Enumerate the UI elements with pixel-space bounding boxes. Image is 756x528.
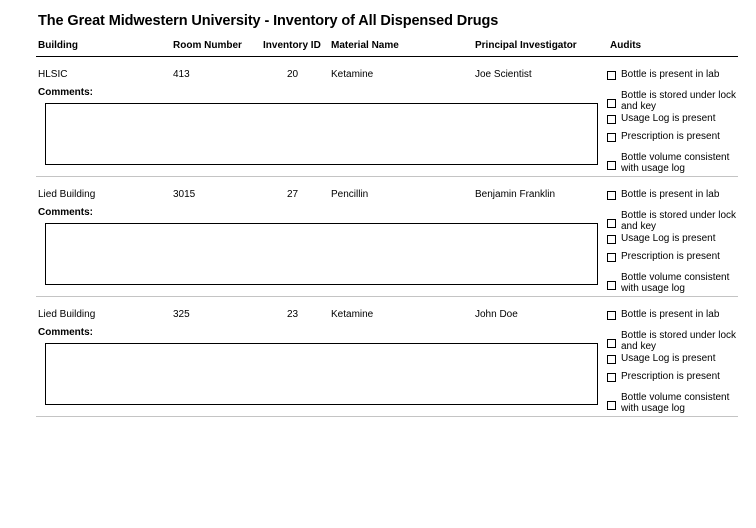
building-value: Lied Building xyxy=(38,309,96,320)
comments-label: Comments: xyxy=(38,87,94,98)
column-header-material-name: Material Name xyxy=(331,40,399,51)
audit-checkbox[interactable] xyxy=(607,115,616,124)
audit-item xyxy=(607,330,739,352)
audit-label: Bottle is present in lab xyxy=(621,309,720,320)
audit-label: Bottle is stored under lock and key xyxy=(621,210,737,232)
comments-field[interactable] xyxy=(45,223,598,285)
audit-label: Prescription is present xyxy=(621,131,720,142)
audit-item xyxy=(607,353,739,364)
audit-label: Usage Log is present xyxy=(621,233,716,244)
column-header-inventory-id: Inventory ID xyxy=(263,40,321,51)
audit-label: Bottle is stored under lock and key xyxy=(621,330,737,352)
audit-item xyxy=(607,131,739,142)
audit-label: Bottle is present in lab xyxy=(621,189,720,200)
audit-checkbox[interactable] xyxy=(607,401,616,410)
audit-checkbox[interactable] xyxy=(607,281,616,290)
principal-investigator-value: John Doe xyxy=(475,309,518,320)
audit-checkbox[interactable] xyxy=(607,99,616,108)
inventory-id-value: 20 xyxy=(287,69,299,80)
audit-item xyxy=(607,233,739,244)
column-header-audits: Audits xyxy=(610,40,642,51)
comments-label: Comments: xyxy=(38,327,94,338)
material-name-value: Ketamine xyxy=(331,69,374,80)
inventory-id-value: 23 xyxy=(287,309,299,320)
record-divider xyxy=(36,416,738,417)
inventory-record xyxy=(36,177,738,297)
audit-item xyxy=(607,152,739,174)
building-value: Lied Building xyxy=(38,189,96,200)
inventory-id-value: 27 xyxy=(287,189,299,200)
audit-checkbox[interactable] xyxy=(607,235,616,244)
room-number-value: 3015 xyxy=(173,189,196,200)
audit-label: Usage Log is present xyxy=(621,113,716,124)
principal-investigator-value: Joe Scientist xyxy=(475,69,532,80)
inventory-record xyxy=(36,297,738,417)
column-header-building: Building xyxy=(38,40,78,51)
audit-label: Prescription is present xyxy=(621,371,720,382)
column-header-principal-investigator: Principal Investigator xyxy=(475,40,577,51)
audit-label: Bottle is present in lab xyxy=(621,69,720,80)
audit-label: Prescription is present xyxy=(621,251,720,262)
audit-checkbox[interactable] xyxy=(607,373,616,382)
comments-field[interactable] xyxy=(45,343,598,405)
audit-checkbox[interactable] xyxy=(607,71,616,80)
comments-field[interactable] xyxy=(45,103,598,165)
audit-label: Bottle is stored under lock and key xyxy=(621,90,737,112)
audit-checkbox[interactable] xyxy=(607,191,616,200)
audit-item xyxy=(607,251,739,262)
audit-checkbox[interactable] xyxy=(607,311,616,320)
audit-item xyxy=(607,189,739,200)
audit-label: Bottle volume consistent with usage log xyxy=(621,152,730,174)
page-title: The Great Midwestern University - Inventory of All Dispensed Drugs xyxy=(38,13,499,29)
material-name-value: Ketamine xyxy=(331,309,374,320)
room-number-value: 325 xyxy=(173,309,190,320)
material-name-value: Pencillin xyxy=(331,189,369,200)
audit-checkbox[interactable] xyxy=(607,339,616,348)
audit-label: Bottle volume consistent with usage log xyxy=(621,272,730,294)
audit-checkbox[interactable] xyxy=(607,161,616,170)
room-number-value: 413 xyxy=(173,69,190,80)
audit-item xyxy=(607,272,739,294)
audit-item xyxy=(607,371,739,382)
audit-checkbox[interactable] xyxy=(607,253,616,262)
audit-item xyxy=(607,210,739,232)
audit-item xyxy=(607,309,739,320)
audit-checkbox[interactable] xyxy=(607,355,616,364)
audit-item xyxy=(607,90,739,112)
audit-item xyxy=(607,392,739,414)
audit-checkbox[interactable] xyxy=(607,219,616,228)
comments-label: Comments: xyxy=(38,207,94,218)
audit-checkbox[interactable] xyxy=(607,133,616,142)
audit-item xyxy=(607,113,739,124)
inventory-record xyxy=(36,57,738,177)
column-header-room-number: Room Number xyxy=(173,40,242,51)
audit-label: Bottle volume consistent with usage log xyxy=(621,392,730,414)
audit-label: Usage Log is present xyxy=(621,353,716,364)
building-value: HLSIC xyxy=(38,69,68,80)
audit-item xyxy=(607,69,739,80)
principal-investigator-value: Benjamin Franklin xyxy=(475,189,556,200)
